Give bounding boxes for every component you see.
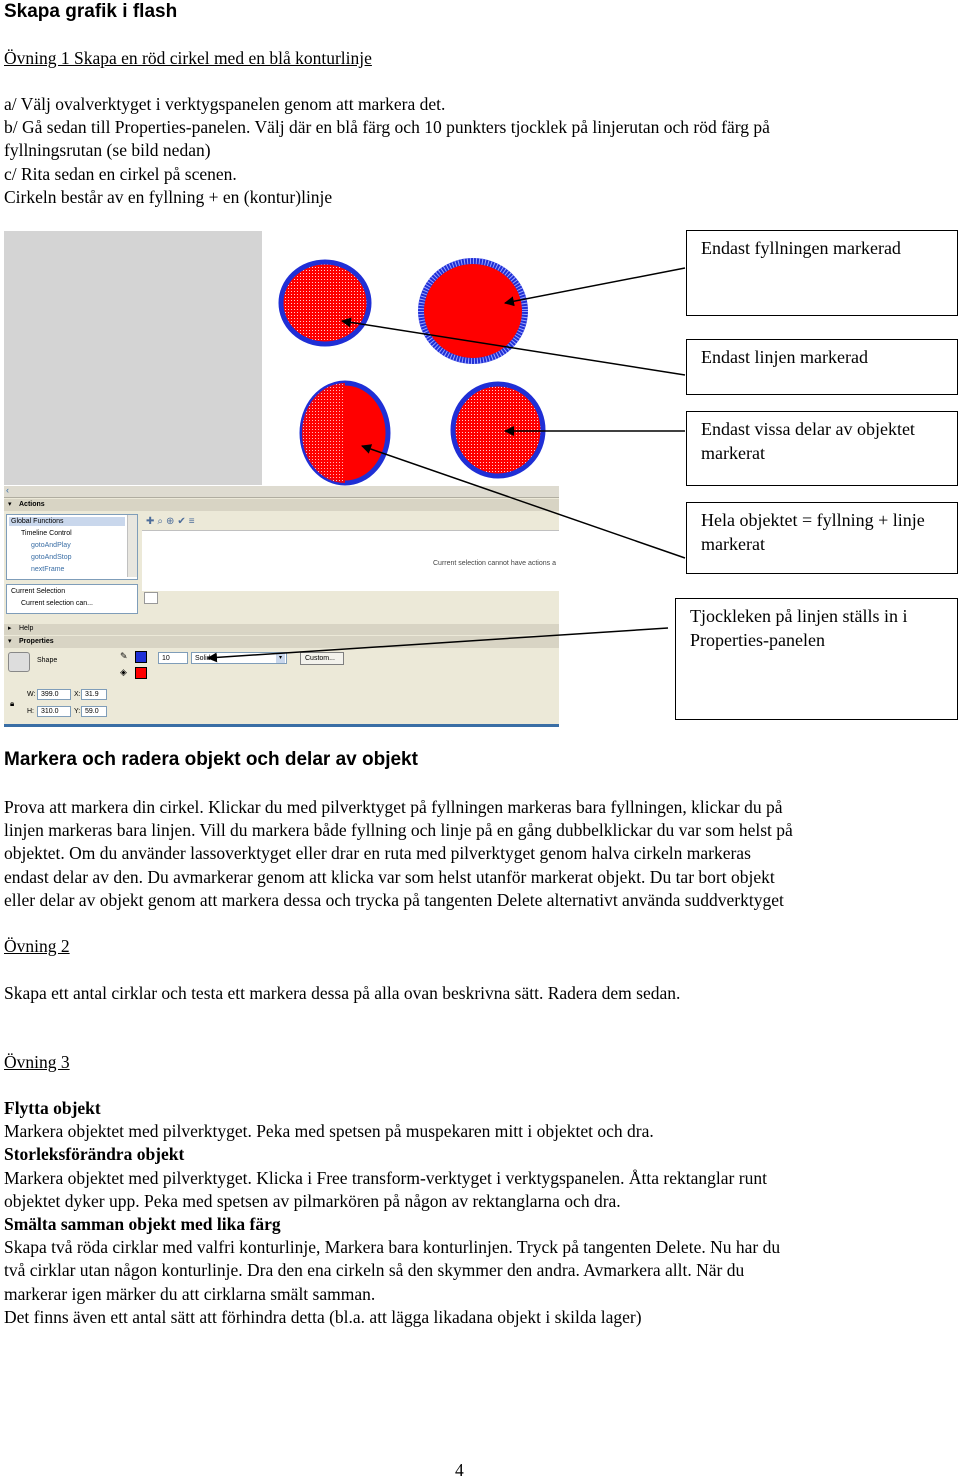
merge-line: två cirklar utan någon konturlinje. Dra den ena cirkeln så den skymmer den andra. Avmarkera allt. När du	[4, 1260, 745, 1281]
help-label: Help	[19, 625, 34, 632]
page-number: 4	[455, 1460, 464, 1480]
collapse-arrow-icon: ▾	[8, 638, 12, 645]
exercise2-text: Skapa ett antal cirklar och testa ett markera dessa på alla ovan beskrivna sätt. Radera dem sedan.	[4, 983, 681, 1003]
y-label: Y:	[74, 708, 81, 715]
current-selection-item[interactable]: Current selection can...	[21, 600, 93, 607]
exercise1-line: b/ Gå sedan till Properties-panelen. Välj där en blå färg och 10 punkters tjocklek på linjerutan och röd färg på	[4, 117, 770, 138]
section2-line: eller delar av objekt genom att markera dessa och trycka på tangenten Delete alternativt använda suddverktyget	[4, 889, 784, 910]
pencil-icon: ✎	[120, 651, 128, 661]
height-field[interactable]: 310.0	[37, 706, 71, 717]
exercise1-line: a/ Välj ovalverktyget i verktygspanelen genom att markera det.	[4, 94, 446, 114]
section2-line: endast delar av den. Du avmarkerar genom att klicka var som helst utanför markerat objekt. Du tar bort objekt	[4, 866, 775, 887]
width-field[interactable]: 399.0	[37, 689, 71, 700]
tree-item[interactable]: Timeline Control	[21, 530, 72, 537]
shape-label: Shape	[37, 657, 58, 664]
stroke-width-field[interactable]: 10	[158, 652, 188, 664]
pin-icon[interactable]: ⊕	[166, 516, 178, 527]
add-icon[interactable]: ✚	[146, 516, 158, 527]
move-text: Markera objektet med pilverktyget. Peka med spetsen på muspekaren mitt i objektet och dra.	[4, 1121, 654, 1142]
merge-line: markerar igen märker du att cirklarna smält samman.	[4, 1283, 376, 1304]
scroll-left-icon[interactable]: ‹	[6, 485, 9, 495]
move-title: Flytta objekt	[4, 1098, 101, 1118]
resize-line: Markera objektet med pilverktyget. Klicka i Free transform-verktyget i verktygspanelen. Åtta rektanglar runt	[4, 1167, 767, 1188]
arrow-fill	[505, 268, 685, 303]
callout-line-selected: Endast linjen markerad	[686, 339, 958, 395]
w-label: W:	[27, 691, 36, 698]
y-field[interactable]: 59.0	[81, 706, 107, 717]
tree-item[interactable]: Global Functions	[11, 518, 64, 525]
tree-item[interactable]: gotoAndPlay	[31, 542, 71, 549]
section2-heading: Markera och radera objekt och delar av objekt	[4, 749, 418, 770]
exercise1-heading: Övning 1 Skapa en röd cirkel med en blå konturlinje	[4, 48, 372, 68]
tree-item[interactable]: gotoAndStop	[31, 554, 72, 561]
callout-fill-selected: Endast fyllningen markerad	[686, 230, 958, 316]
arrow-properties	[208, 628, 668, 658]
current-selection-label[interactable]: Current Selection	[11, 588, 66, 595]
x-label: X:	[74, 691, 81, 698]
lock-icon[interactable]: 🔒︎	[10, 699, 15, 708]
tree-item[interactable]: nextFrame	[31, 566, 65, 573]
callout-whole-selected: Hela objektet = fyllning + linje markerat	[686, 502, 958, 574]
section2-line: linjen markeras bara linjen. Vill du markera både fyllning och linje på en gång dubbelklickar du var som helst på	[4, 820, 793, 841]
find-icon[interactable]: ⌕	[157, 516, 166, 527]
exercise1-line: fyllningsrutan (se bild nedan)	[4, 140, 211, 161]
chevron-down-icon[interactable]: ▾	[276, 653, 285, 663]
script-message: Current selection cannot have actions a	[433, 560, 556, 567]
expand-arrow-icon: ▸	[8, 625, 12, 632]
circle-fill-selected	[281, 262, 369, 344]
section2-line: objektet. Om du använder lassoverktyget eller drar en ruta med pilverktyget genom halva cirkeln markeras	[4, 843, 751, 864]
h-label: H:	[27, 708, 34, 715]
stroke-style-value: Solid	[195, 655, 211, 662]
check-icon[interactable]: ✔	[177, 516, 189, 527]
exercise3-text	[4, 1097, 780, 1329]
exercise3-heading: Övning 3	[4, 1052, 70, 1072]
exercise1-line: Cirkeln består av en fyllning + en (kontur)linje	[4, 186, 333, 207]
x-field[interactable]: 31.9	[81, 689, 107, 700]
bucket-icon: ◈	[120, 667, 127, 677]
callout-partial-selected: Endast vissa delar av objektet markerat	[686, 411, 958, 486]
collapse-arrow-icon: ▾	[8, 501, 12, 508]
circle-partial-selection	[302, 383, 345, 483]
exercise2-heading: Övning 2	[4, 936, 70, 956]
exercise1-line: c/ Rita sedan en cirkel på scenen.	[4, 163, 237, 184]
exercise1-text	[4, 93, 770, 209]
actions-label: Actions	[19, 501, 45, 508]
merge-line: Skapa två röda cirklar med valfri konturlinje, Markera bara konturlinjen. Tryck på tangenten Delete. Nu har du	[4, 1237, 781, 1258]
format-icon[interactable]: ≡	[188, 516, 198, 527]
section2-line: Prova att markera din cirkel. Klickar du med pilverktyget på fyllningen markeras bara fyllningen, klickar du på	[4, 797, 783, 817]
circle-whole-selected	[453, 384, 543, 476]
section2-text	[4, 796, 793, 912]
custom-button[interactable]: Custom...	[300, 652, 344, 665]
merge-line: Det finns även ett antal sätt att förhindra detta (bl.a. att lägga likadana objekt i skilda lager)	[4, 1306, 642, 1327]
callout-properties: Tjockleken på linjen ställs in i Properties-panelen	[675, 598, 958, 720]
resize-line: objektet dyker upp. Peka med spetsen av pilmarkören på någon av rektanglarna och dra.	[4, 1190, 621, 1211]
resize-title: Storleksförändra objekt	[4, 1144, 185, 1165]
page-title: Skapa grafik i flash	[4, 1, 178, 22]
merge-title: Smälta samman objekt med lika färg	[4, 1214, 281, 1235]
properties-label: Properties	[19, 638, 54, 645]
